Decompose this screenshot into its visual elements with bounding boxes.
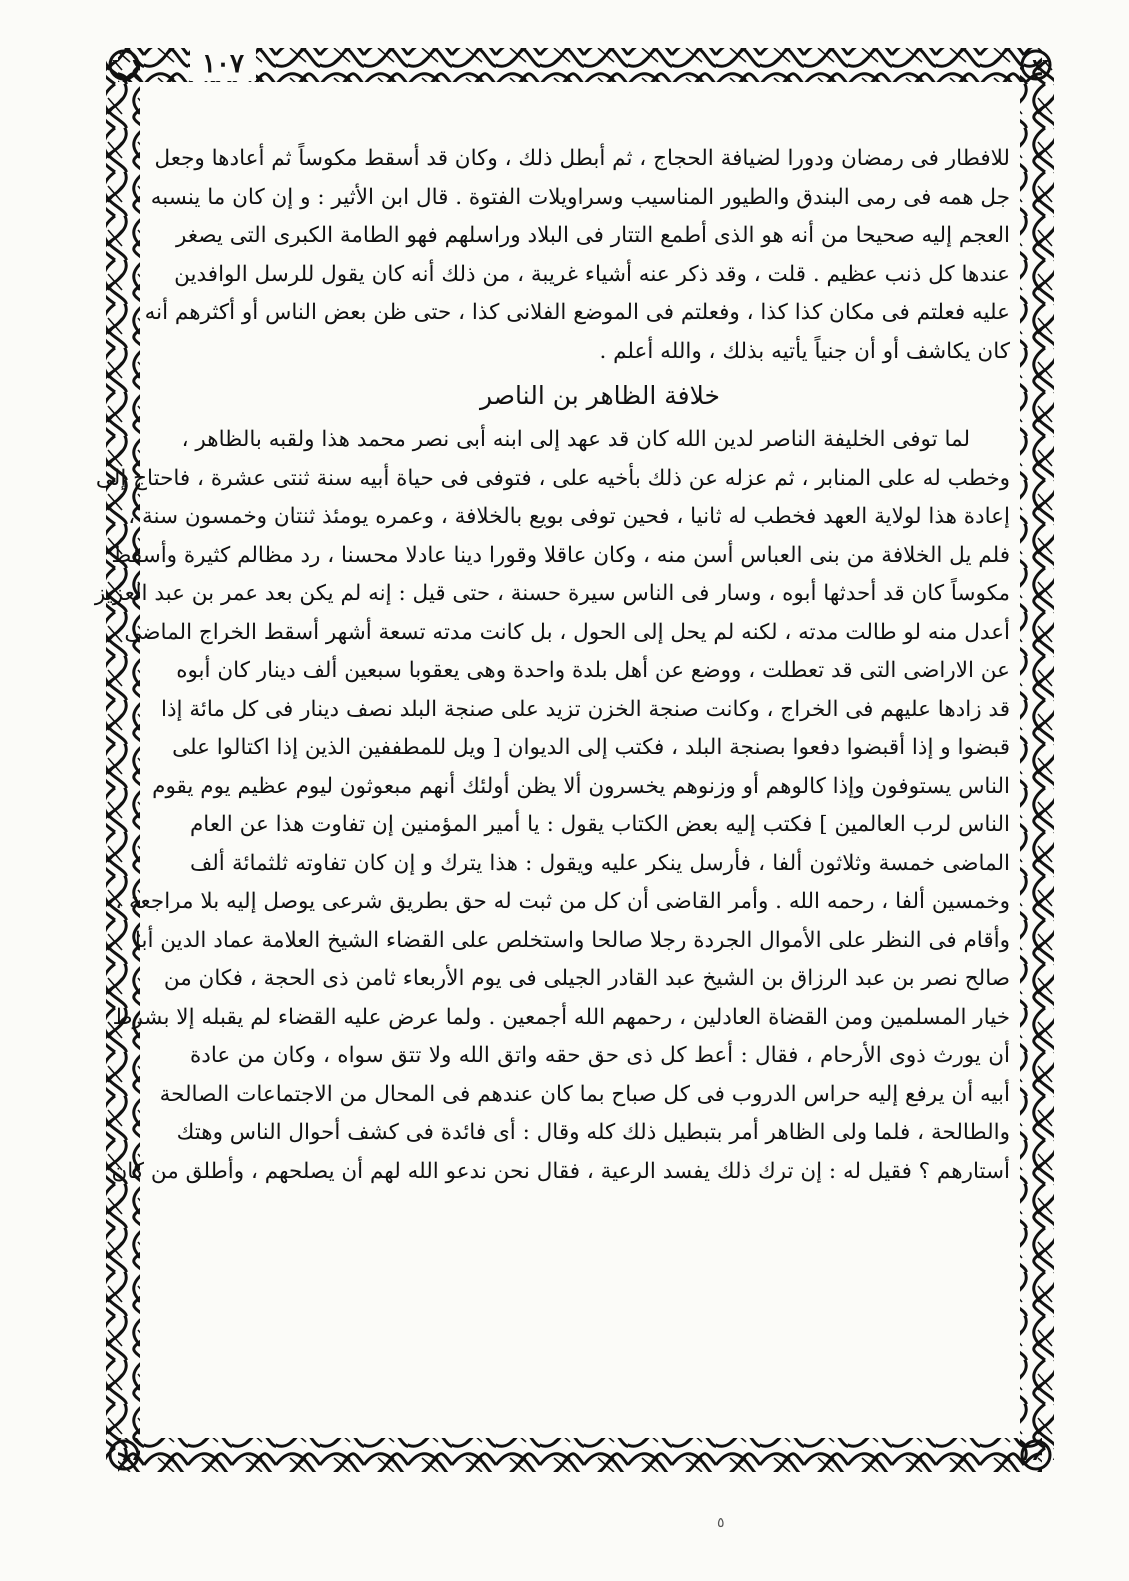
page-text xyxy=(94,140,1010,1191)
text-line: لما توفى الخليفة الناصر لدين الله كان قد عهد إلى ابنه أبى نصر محمد هذا ولقبه بالظاهر ، xyxy=(181,427,970,452)
text-line: العجم إليه صحيحا من أنه هو الذى أطمع التتار فى البلاد وراسلهم فهو الطامة الكبرى التى يصغر xyxy=(176,223,1010,248)
text-line: أستارهم ؟ فقيل له : إن ترك ذلك يفسد الرعية ، فقال نحن ندعو الله لهم أن يصلحهم ، وأطلق من كان xyxy=(111,1158,1010,1184)
text-line: الماضى خمسة وثلاثون ألفا ، فأرسل ينكر عليه ويقول : هذا يترك و إن كان تفاوته ثلثمائة ألف xyxy=(190,850,1010,876)
section-heading: خلافة الظاهر بن الناصر xyxy=(480,381,720,410)
text-line: وأقام فى النظر على الأموال الجردة رجلا صالحا واستخلص على القضاء الشيخ العلامة عماد الدين أبا xyxy=(134,927,1010,953)
text-line: الناس لرب العالمين ] فكتب إليه بعض الكتاب يقول : يا أمير المؤمنين إن تفاوت هذا عن العام xyxy=(190,812,1010,837)
text-line: عليه فعلتم فى مكان كذا كذا ، وفعلتم فى الموضع الفلانى كذا ، حتى ظن بعض الناس أو أكثرهم أنه xyxy=(144,300,1010,325)
text-line: والطالحة ، فلما ولى الظاهر أمر بتبطيل ذلك كله وقال : أى فائدة فى كشف أحوال الناس وهتك xyxy=(176,1120,1010,1145)
text-line: وخطب له على المنابر ، ثم عزله عن ذلك بأخيه على ، فتوفى فى حياة أبيه سنة ثنتى عشرة ، فاحتاج إلى xyxy=(95,465,1010,491)
paragraph-continued xyxy=(144,140,1010,371)
text-line: مكوساً كان قد أحدثها أبوه ، وسار فى الناس سيرة حسنة ، حتى قيل : إنه لم يكن بعد عمر بن عبد العزيز xyxy=(94,581,1010,606)
text-line: أبيه أن يرفع إليه حراس الدروب فى كل صباح بما كان عندهم فى المحال من الاجتماعات الصالحة xyxy=(159,1081,1010,1107)
text-line: أن يورث ذوى الأرحام ، فقال : أعط كل ذى حق حقه واتق الله ولا تتق سواه ، وكان من عادة xyxy=(190,1043,1010,1068)
text-line: أعدل منه لو طالت مدته ، لكنه لم يحل إلى الحول ، بل كانت مدته تسعة أشهر أسقط الخراج الماضى xyxy=(124,619,1010,645)
text-line: وخمسين ألفا ، رحمه الله . وأمر القاضى أن كل من ثبت له حق بطريق شرعى يوصل إليه بلا مراجعة ، xyxy=(115,889,1010,914)
text-line: خيار المسلمين ومن القضاة العادلين ، رحمهم الله أجمعين . ولما عرض عليه القضاء لم يقبله إلا بشرط xyxy=(112,1004,1010,1030)
text-line: قبضوا و إذا أقبضوا دفعوا بصنجة البلد ، فكتب إلى الديوان [ ويل للمطففين الذين إذا اكتالوا على xyxy=(172,735,1010,760)
text-line: عندها كل ذنب عظيم . قلت ، وقد ذكر عنه أشياء غريبة ، من ذلك أنه كان يقول للرسل الوافدين xyxy=(174,261,1010,287)
text-line: صالح نصر بن عبد الرزاق بن الشيخ عبد القادر الجيلى فى يوم الأربعاء ثامن ذى الحجة ، فكان من xyxy=(163,966,1010,991)
text-line: جل همه فى رمى البندق والطيور المناسيب وسراويلات الفتوة . قال ابن الأثير : و إن كان ما ينسبه xyxy=(150,184,1010,210)
footer-mark: ٥ xyxy=(717,1515,725,1531)
text-line: فلم يل الخلافة من بنى العباس أسن منه ، وكان عاقلا وقورا دينا عادلا محسنا ، رد مظالم كثيرة وأسقط xyxy=(111,542,1010,568)
paragraph-caliphate xyxy=(94,421,1010,1191)
text-line: إعادة هذا لولاية العهد فخطب له ثانيا ، فحين توفى بويع بالخلافة ، وعمره يومئذ ثنتان وخمسون سنة ، xyxy=(128,504,1010,529)
page-number: ١٠٧ xyxy=(190,47,256,81)
text-line: الناس يستوفون وإذا كالوهم أو وزنوهم يخسرون ألا يظن أولئك أنهم مبعوثون ليوم عظيم يوم يقوم xyxy=(152,773,1010,799)
text-line: عن الاراضى التى قد تعطلت ، ووضع عن أهل بلدة واحدة وهى يعقوبا سبعين ألف دينار كان أبوه xyxy=(176,658,1010,683)
text-line: قد زادها عليهم فى الخراج ، وكانت صنجة الخزن تزيد على صنجة البلد نصف دينار فى كل مائة إذا xyxy=(161,696,1010,722)
text-line: للافطار فى رمضان ودورا لضيافة الحجاج ، ثم أبطل ذلك ، وكان قد أسقط مكوساً ثم أعادها وجعل xyxy=(154,146,1010,171)
text-line: كان يكاشف أو أن جنياً يأتيه بذلك ، والله أعلم . xyxy=(599,338,1010,364)
